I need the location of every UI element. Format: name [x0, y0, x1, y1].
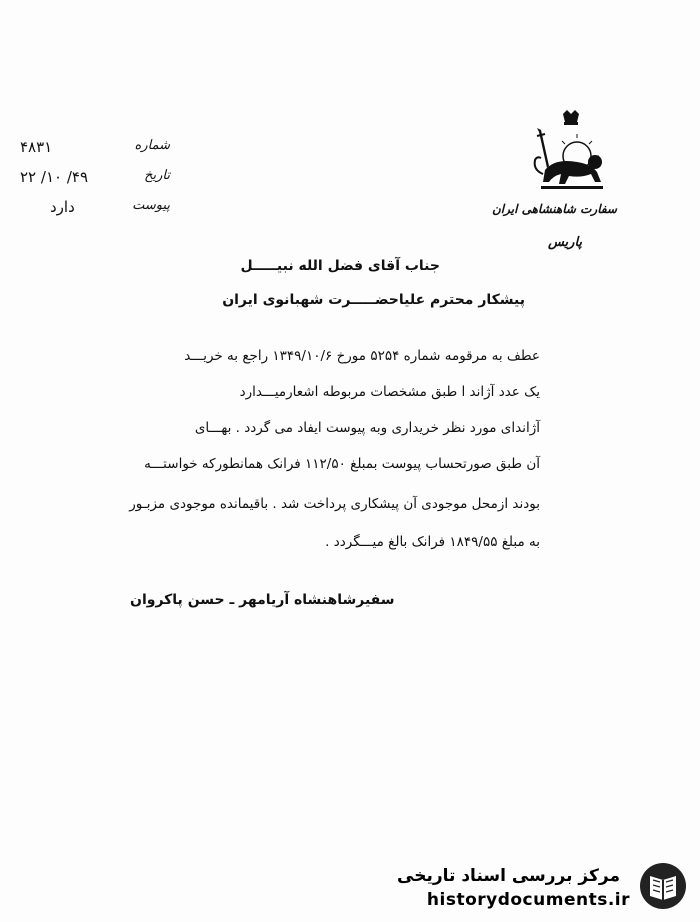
- signature: سفیرشاهنشاه آریامهر ـ حسن پاکروان: [130, 592, 395, 608]
- reference-number: [20, 138, 170, 160]
- book-logo-icon: [638, 860, 688, 912]
- body-line-1: عطف به مرقومه شماره ۵۲۵۴ مورخ ۱۳۴۹/۱۰/۶ راجع به خریـــد: [184, 348, 540, 364]
- reference-date-label: تاریخ: [144, 168, 170, 183]
- watermark: [397, 858, 690, 916]
- embassy-text: سفارت شاهنشاهی ایران: [491, 202, 617, 216]
- lion-and-sun-emblem-icon: [525, 110, 615, 195]
- watermark-title: مرکز بررسی اسناد تاریخی: [397, 866, 620, 886]
- watermark-url: historydocuments.ir: [426, 890, 630, 910]
- reference-attachment: [20, 198, 170, 220]
- reference-date-value: ۴۹/ ۱۰/ ۲۲: [20, 168, 89, 186]
- body-line-3: آژاندای مورد نظر خریداری وبه پیوست ایفاد می گردد . بهـــای: [194, 420, 540, 436]
- reference-attachment-label: پیوست: [132, 198, 170, 213]
- reference-attachment-value: دارد: [50, 198, 75, 216]
- embassy-city: پاریس: [547, 235, 583, 250]
- reference-date: [20, 168, 170, 190]
- body-line-6: به مبلغ ۱۸۴۹/۵۵ فرانک بالغ میـــگردد .: [325, 534, 540, 550]
- body-line-4: آن طبق صورتحساب پیوست بمبلغ ۱۱۲/۵۰ فرانک همانطورکه خواستـــه: [144, 456, 540, 472]
- body-line-5: بودند ازمحل موجودی آن پیشکاری پرداخت شد . باقیمانده موجودی مزبـور: [129, 496, 540, 512]
- addressee-name: جناب آقای فضل الله نبیـــــل: [240, 258, 440, 274]
- reference-number-value: ۴۸۳۱: [20, 138, 53, 156]
- reference-number-label: شماره: [134, 138, 170, 153]
- body-line-2: یک عدد آژاند ا طبق مشخصات مربوطه اشعارمیـــدارد: [239, 384, 540, 400]
- addressee-title: پیشکار محترم علیاحضـــــرت شهبانوی ایران: [222, 292, 525, 308]
